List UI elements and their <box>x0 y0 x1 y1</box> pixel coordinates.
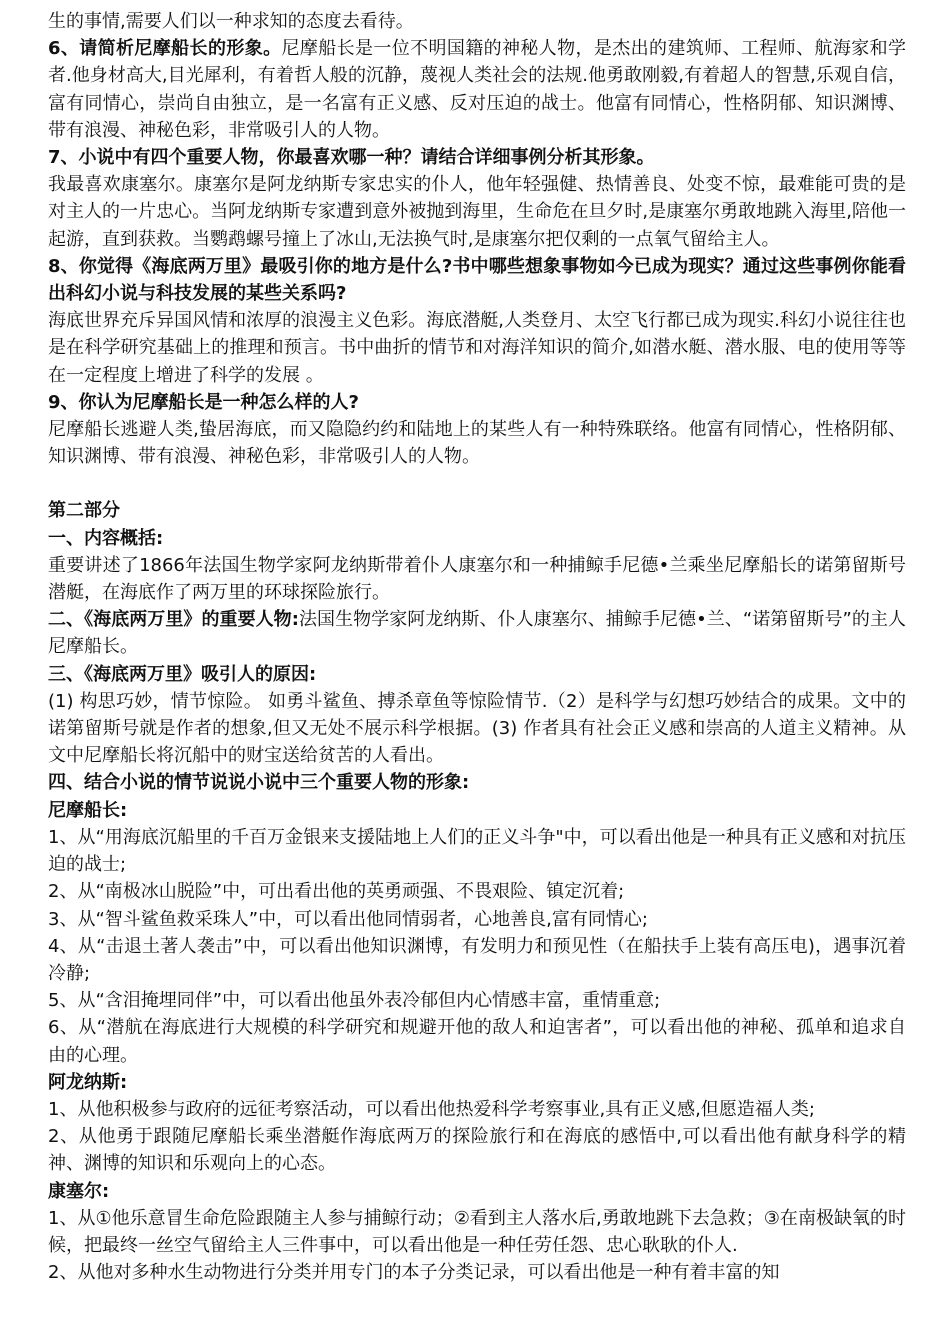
section-3-text: (1) 构思巧妙，情节惊险。 如勇斗鲨鱼、搏杀章鱼等惊险情节.（2）是科学与幻想巧妙结合的成果。文中的诺第留斯号就是作者的想象,但又无处不展示科学根据。(3) 作者具有社会正义感和崇高的人道主义精神。从文中尼摩船长将沉船中的财宝送给贫苦的人看出。 <box>48 690 906 767</box>
section-2-text: 法国生物学家阿龙纳斯、仆人康塞尔、捕鲸手尼德•兰、“诺第留斯号”的主人尼摩船长。 <box>48 609 906 658</box>
nemo-item: 4、从“击退土著人袭击”中，可以看出他知识渊博，有发明力和预见性（在船扶手上装有高压电)，遇事沉着冷静; <box>48 935 906 984</box>
nemo-item: 3、从“智斗鲨鱼救采珠人”中，可以看出他同情弱者，心地善良,富有同情心; <box>48 908 648 930</box>
nemo-item: 2、从“南极冰山脱险”中，可出看出他的英勇顽强、不畏艰险、镇定沉着; <box>48 881 625 903</box>
question-6-answer: 尼摩船长是一位不明国籍的神秘人物，是杰出的建筑师、工程师、航海家和学者.他身材高大,目光犀利，有着哲人般的沉静，蔑视人类社会的法规.他勇敢刚毅,有着超人的智慧,乐观自信，富有同情心，崇尚自由独立，是一名富有正义感、反对压迫的战士。他富有同情心，性格阴郁、知识渊博、带有浪漫、神秘色彩，非常吸引人的人物。 <box>48 38 906 141</box>
aronnax-heading: 阿龙纳斯: <box>48 1071 128 1093</box>
section-4-heading: 四、结合小说的情节说说小说中三个重要人物的形象: <box>48 772 470 794</box>
nemo-item: 6、从“潜航在海底进行大规模的科学研究和规避开他的敌人和迫害者”，可以看出他的神秘、孤单和追求自由的心理。 <box>48 1017 906 1066</box>
aronnax-item: 2、从他勇于跟随尼摩船长乘坐潜艇作海底两万的探险旅行和在海底的感悟中,可以看出他有献身科学的精神、渊博的知识和乐观向上的心态。 <box>48 1126 906 1175</box>
question-7-title: 7、小说中有四个重要人物，你最喜欢哪一种？请结合详细事例分析其形象。 <box>48 147 655 169</box>
question-8-title: 8、你觉得《海底两万里》最吸引你的地方是什么?书中哪些想象事物如今已成为现实？通过这些事例你能看出科幻小说与科技发展的某些关系吗? <box>48 255 906 305</box>
question-6 <box>48 35 906 144</box>
section-3-heading: 三、《海底两万里》吸引人的原因: <box>48 663 317 685</box>
question-6-title: 6、请简析尼摩船长的形象。 <box>48 38 282 60</box>
section-1-text: 重要讲述了1866年法国生物学家阿龙纳斯带着仆人康塞尔和一种捕鲸手尼德•兰乘坐尼摩船长的诺第留斯号潜艇，在海底作了两万里的环球探险旅行。 <box>48 554 906 604</box>
conseil-item: 2、从他对多种水生动物进行分类并用专门的本子分类记录，可以看出他是一种有着丰富的知 <box>48 1262 780 1284</box>
nemo-item: 5、从“含泪掩埋同伴”中，可以看出他虽外表冷郁但内心情感丰富，重情重意; <box>48 990 661 1012</box>
section-1-heading: 一、内容概括: <box>48 527 164 549</box>
nemo-heading: 尼摩船长: <box>48 799 128 821</box>
section-2-heading: 二、《海底两万里》的重要人物: <box>48 609 299 631</box>
question-9-title: 9、你认为尼摩船长是一种怎么样的人? <box>48 391 359 413</box>
question-9-answer: 尼摩船长逃避人类,蛰居海底，而又隐隐约约和陆地上的某些人有一种特殊联络。他富有同情心，性格阴郁、知识渊博、带有浪漫、神秘色彩，非常吸引人的人物。 <box>48 419 906 468</box>
section-2 <box>48 606 906 660</box>
conseil-item: 1、从①他乐意冒生命危险跟随主人参与捕鲸行动；②看到主人落水后,勇敢地跳下去急救；③在南极缺氧的时候，把最终一丝空气留给主人三件事中，可以看出他是一种任劳任怨、忠心耿耿的仆人. <box>48 1207 906 1256</box>
question-7-answer: 我最喜欢康塞尔。康塞尔是阿龙纳斯专家忠实的仆人，他年轻强健、热情善良、处变不惊，最难能可贵的是对主人的一片忠心。当阿龙纳斯专家遭到意外被抛到海里，生命危在旦夕时,是康塞尔勇敢地跳入海里,陪他一起游，直到获救。当鹦鹉螺号撞上了冰山,无法换气时,是康塞尔把仅剩的一点氧气留给主人。 <box>48 174 906 250</box>
part-2-title: 第二部分 <box>48 500 120 522</box>
intro-text: 生的事情,需要人们以一种求知的态度去看待。 <box>48 11 414 32</box>
aronnax-item: 1、从他积极参与政府的远征考察活动，可以看出他热爱科学考察事业,具有正义感,但愿造福人类; <box>48 1098 815 1120</box>
section-gap <box>48 470 906 497</box>
question-8-answer: 海底世界充斥异国风情和浓厚的浪漫主义色彩。海底潜艇,人类登月、太空飞行都已成为现实.科幻小说往往也是在科学研究基础上的推理和预言。书中曲折的情节和对海洋知识的简介,如潜水艇、潜水服、电的使用等等在一定程度上增进了科学的发展 。 <box>48 310 906 386</box>
conseil-heading: 康塞尔: <box>48 1180 110 1202</box>
nemo-item: 1、从“用海底沉船里的千百万金银来支援陆地上人们的正义斗争"中，可以看出他是一种具有正义感和对抗压迫的战士; <box>48 826 906 876</box>
